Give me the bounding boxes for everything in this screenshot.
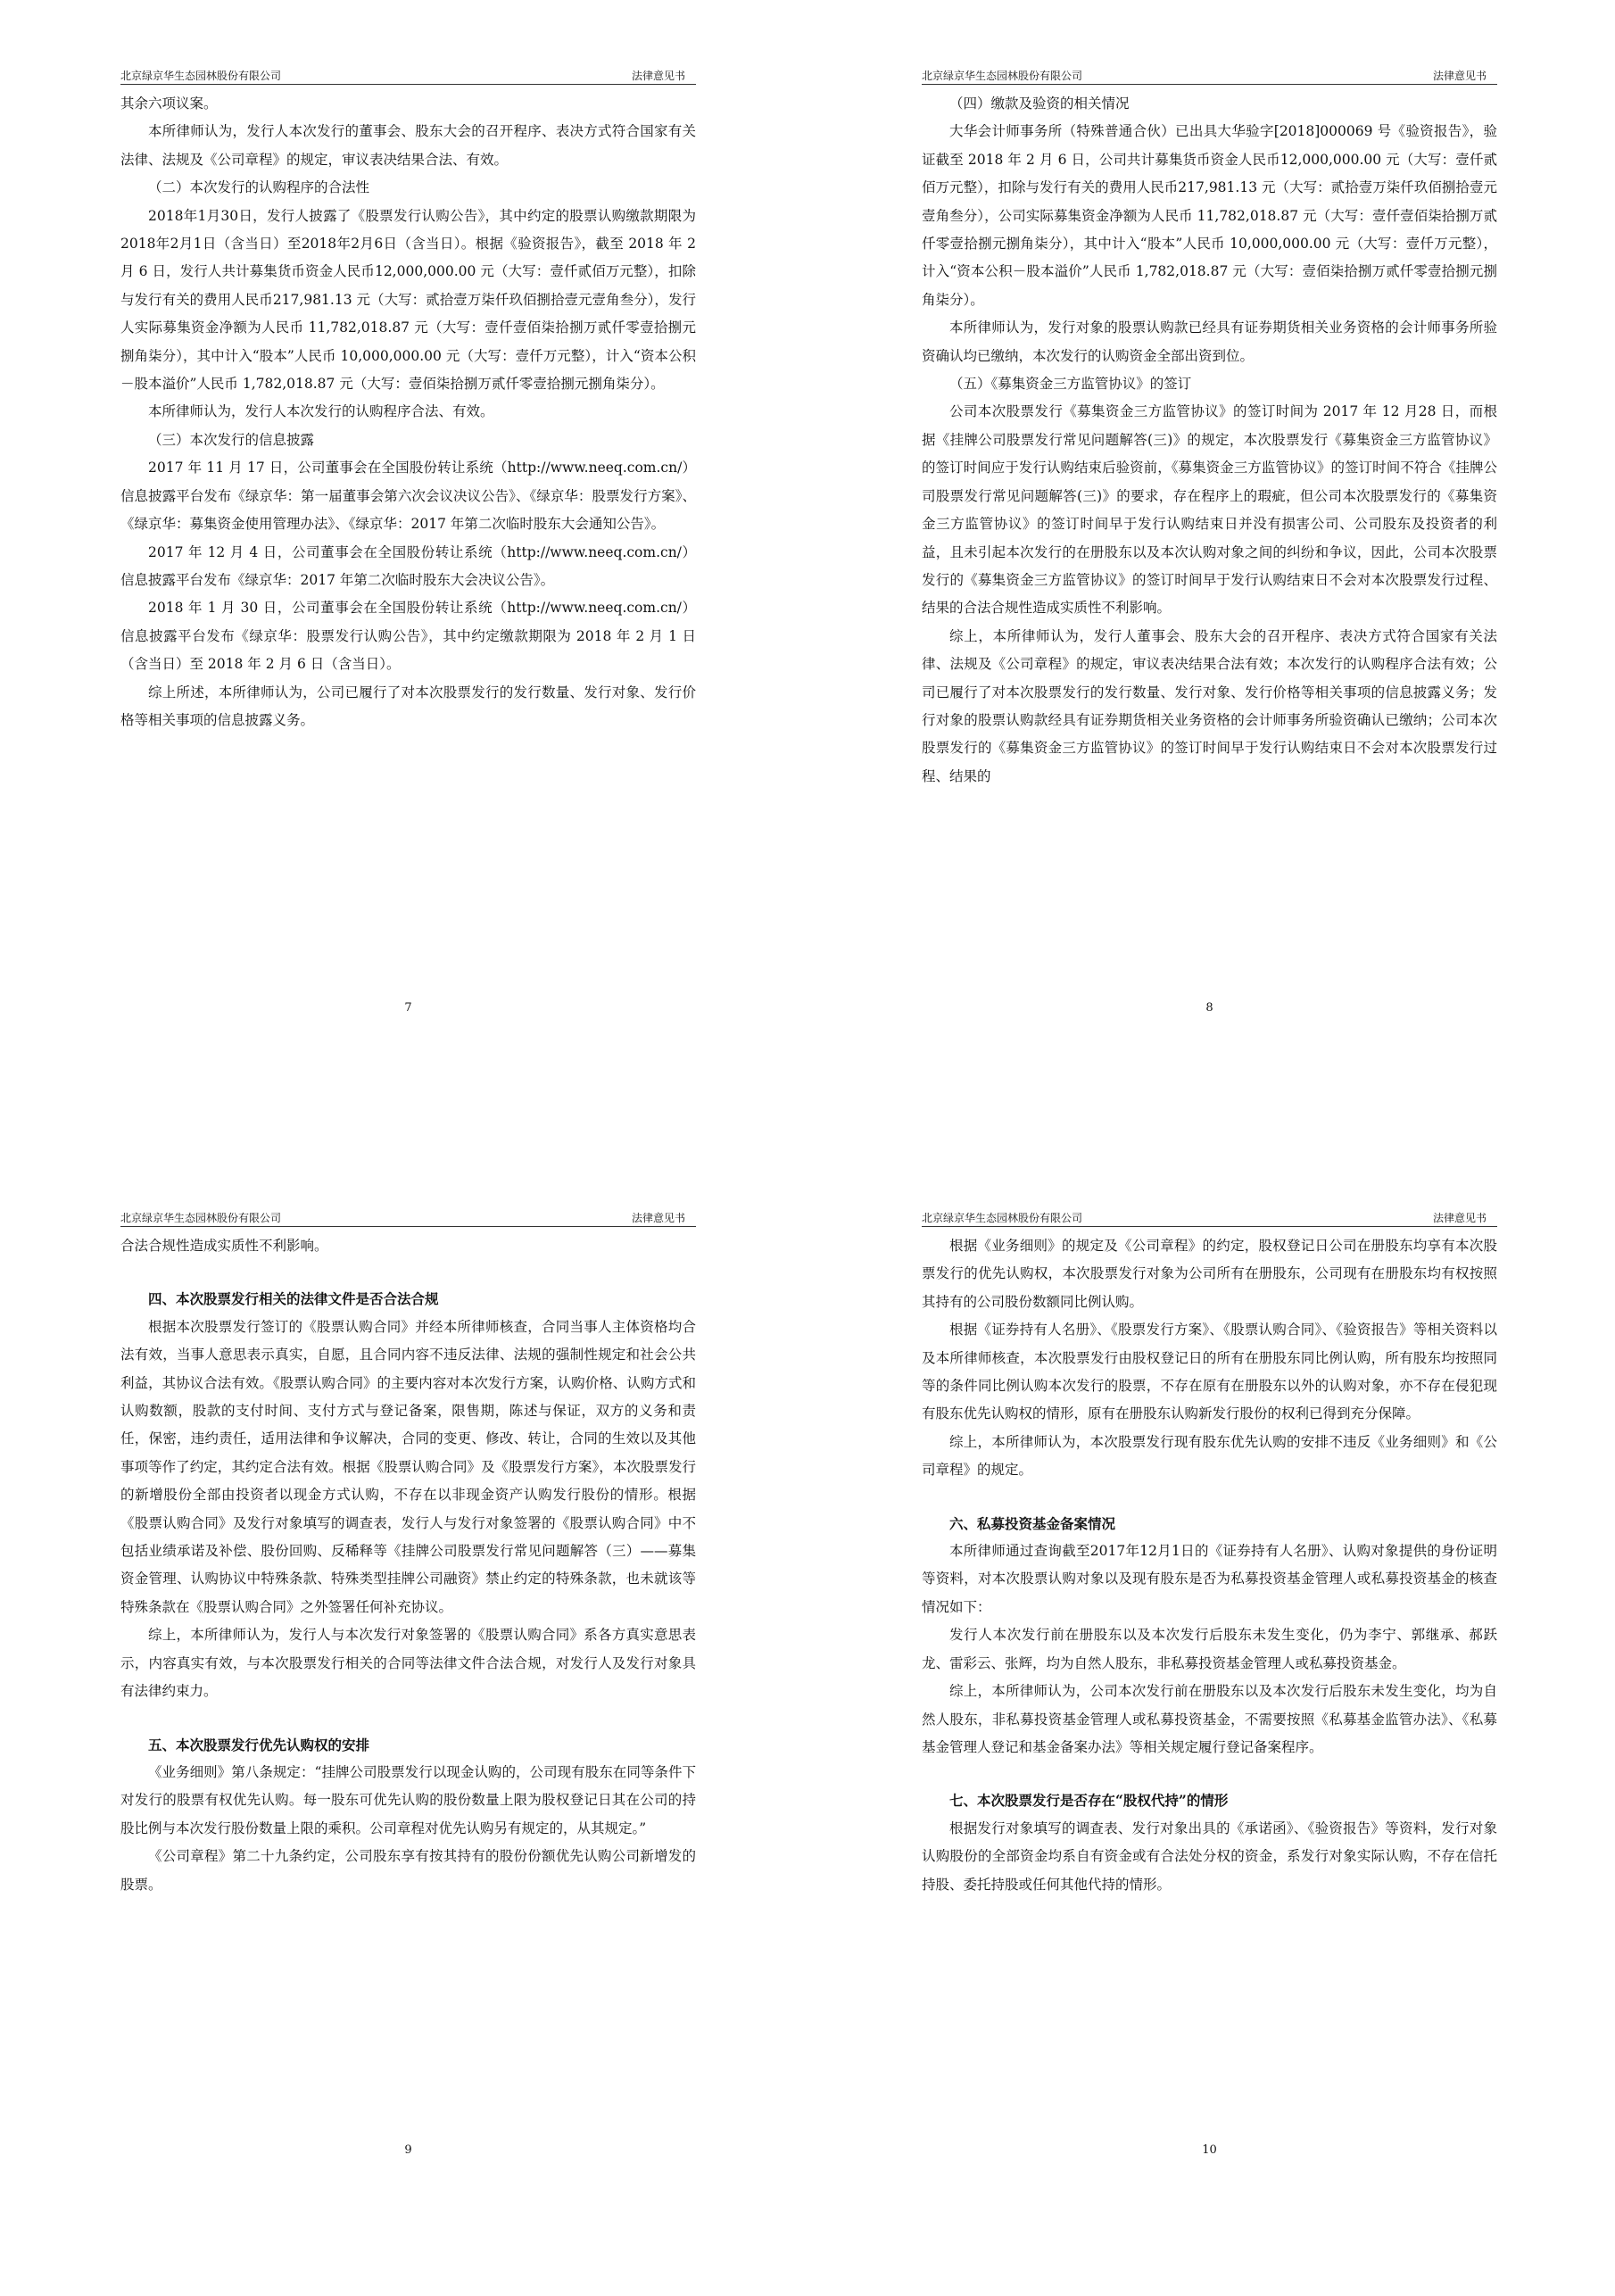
paragraph: 综上，本所律师认为，发行人与本次发行对象签署的《股票认购合同》系各方真实意思表示，内容真实有效，与本次股票发行相关的合同等法律文件合法合规，对发行人及发行对象具有法律约束力。 xyxy=(120,1627,696,1700)
paragraph: 合法合规性造成实质性不利影响。 xyxy=(120,1238,328,1254)
header-company: 北京绿京华生态园林股份有限公司 xyxy=(922,1212,1083,1224)
section-heading: 五、本次股票发行优先认购权的安排 xyxy=(148,1736,370,1753)
paragraph: 根据本次股票发行签订的《股票认购合同》并经本所律师核查，合同当事人主体资格均合法有效，当事人意思表示真实，自愿，且合同内容不违反法律、法规的强制性规定和社会公共利益，其协议合法有效。《股票认购合同》的主要内容对本次发行方案，认购价格、认购方式和认购数额，股款的支付时间、支付方式与登记备案，限售期，陈述与保证，双方的义务和责任，保密，违约责任，适用法律和争议解决，合同的变更、修改、转让，合同的生效以及其他事项等作了约定，其约定合法有效。根据《股票认购合同》及《股票发行方案》，本次股票发行的新增股份全部由投资者以现金方式认购，不存在以非现金资产认购发行股份的情形。根据《股票认购合同》及发行对象填写的调查表，发行人与发行对象签署的《股票认购合同》中不包括业绩承诺及补偿、股份回购、反稀释等《挂牌公司股票发行常见问题解答（三）——募集资金管理、认购协议中特殊条款、特殊类型挂牌公司融资》禁止约定的特殊条款，也未就该等特殊条款在《股票认购合同》之外签署任何补充协议。 xyxy=(120,1318,696,1615)
section-heading: 六、私募投资基金备案情况 xyxy=(949,1514,1116,1532)
section-spacer xyxy=(922,1485,1497,1510)
paragraph: 2018年1月30日，发行人披露了《股票发行认购公告》，其中约定的股票认购缴款期限为2018年2月1日（含当日）至2018年2月6日（含当日）。根据《验资报告》，截至 2018 年 2 月 6 日，发行人共计募集货币资金人民币12,000,000.00 元（大写：壹仟贰佰万元整），扣除与发行有关的费用人民币217,981.13 元（大写：贰拾壹万柒仟玖佰捌拾壹元壹角叁分），发行人实际募集资金净额为人民币 11,782,018.87 元（大写：壹仟壹佰柒拾捌万贰仟零壹拾捌元捌角柒分），其中计入“股本”人民币 10,000,000.00 元（大写：壹仟万元整），计入“资本公积－股本溢价”人民币 1,782,018.87 元（大写：壹佰柒拾捌万贰仟零壹拾捌元捌角柒分）。 xyxy=(120,207,696,393)
paragraph: 综上，本所律师认为，公司本次发行前在册股东以及本次发行后股东未发生变化，均为自然人股东，非私募投资基金管理人或私募投资基金，不需要按照《私募基金监管办法》、《私募基金管理人登记和基金备案办法》等相关规定履行登记备案程序。 xyxy=(922,1683,1497,1755)
section-spacer xyxy=(120,1706,696,1731)
page-body xyxy=(922,1232,1497,1899)
paragraph: （五）《募集资金三方监管协议》的签订 xyxy=(949,376,1192,393)
paragraph: 《公司章程》第二十九条约定，公司股东享有按其持有的股份份额优先认购公司新增发的股票。 xyxy=(120,1848,696,1893)
paragraph: （四）缴款及验资的相关情况 xyxy=(949,95,1130,112)
paragraph: 本所律师认为，发行人本次发行的董事会、股东大会的召开程序、表决方式符合国家有关法律、法规及《公司章程》的规定，审议表决结果合法、有效。 xyxy=(120,123,696,168)
document-page-8 xyxy=(922,62,1497,1015)
page-number: 10 xyxy=(1202,2143,1217,2157)
paragraph: 《业务细则》第八条规定：“挂牌公司股票发行以现金认购的，公司现有股东在同等条件下对发行的股票有权优先认购。每一股东可优先认购的股份数量上限为股权登记日其在公司的持股比例与本次发行股份数量上限的乘积。公司章程对优先认购另有规定的，从其规定。” xyxy=(120,1763,696,1836)
page-body xyxy=(120,1232,696,1899)
paragraph: 综上，本所律师认为，发行人董事会、股东大会的召开程序、表决方式符合国家有关法律、法规及《公司章程》的规定，审议表决结果合法有效；本次发行的认购程序合法有效；公司已履行了对本次股票发行的发行数量、发行对象、发行价格等相关事项的信息披露义务；发行对象的股票认购款经具有证券期货相关业务资格的会计师事务所验资确认已缴纳；公司本次股票发行的《募集资金三方监管协议》的签订时间早于发行认购结束日不会对本次股票发行过程、结果的 xyxy=(922,627,1497,784)
paragraph: 根据发行对象填写的调查表、发行对象出具的《承诺函》、《验资报告》等资料，发行对象认购股份的全部资金均系自有资金或有合法处分权的资金，系发行对象实际认购，不存在信托持股、委托持股或任何其他代持的情形。 xyxy=(922,1819,1497,1893)
paragraph: 发行人本次发行前在册股东以及本次发行后股东未发生变化，仍为李宁、郭继承、郝跃龙、雷彩云、张辉，均为自然人股东，非私募投资基金管理人或私募投资基金。 xyxy=(922,1627,1497,1671)
header-company: 北京绿京华生态园林股份有限公司 xyxy=(120,1212,282,1224)
page-header xyxy=(120,62,696,85)
page-header xyxy=(120,1205,696,1227)
header-doc-type: 法律意见书 xyxy=(631,70,685,82)
paragraph: 综上，本所律师认为，本次股票发行现有股东优先认购的安排不违反《业务细则》和《公司章程》的规定。 xyxy=(922,1433,1497,1479)
paragraph: 本所律师认为，发行对象的股票认购款已经具有证券期货相关业务资格的会计师事务所验资确认均已缴纳，本次发行的认购资金全部出资到位。 xyxy=(922,319,1497,364)
paragraph: 2018 年 1 月 30 日，公司董事会在全国股份转让系统（http://www.neeq.com.cn/）信息披露平台发布《绿京华：股票发行认购公告》，其中约定缴款期限为 2018 年 2 月 1 日（含当日）至 2018 年 2 月 6 日（含当日）。 xyxy=(120,600,696,673)
header-doc-type: 法律意见书 xyxy=(631,1212,685,1224)
page-number: 8 xyxy=(1205,1001,1213,1015)
page-header xyxy=(922,1205,1497,1227)
paragraph: 公司本次股票发行《募集资金三方监管协议》的签订时间为 2017 年 12 月28 日，而根据《挂牌公司股票发行常见问题解答(三)》的规定，本次股票发行《募集资金三方监管协议》的签订时间应于发行认购结束后验资前，《募集资金三方监管协议》的签订时间不符合《挂牌公司股票发行常见问题解答(三)》的要求，存在程序上的瑕疵，但公司本次股票发行的《募集资金三方监管协议》的签订时间早于发行认购结束日并没有损害公司、公司股东及投资者的利益，且未引起本次发行的在册股东以及本次认购对象之间的纠纷和争议，因此，公司本次股票发行的《募集资金三方监管协议》的签订时间早于发行认购结束日不会对本次股票发行过程、结果的合法合规性造成实质性不利影响。 xyxy=(922,403,1497,617)
header-company: 北京绿京华生态园林股份有限公司 xyxy=(120,70,282,82)
paragraph: 根据《业务细则》的规定及《公司章程》的约定，股权登记日公司在册股东均享有本次股票发行的优先认购权，本次股票发行对象为公司所有在册股东，公司现有在册股东均有权按照其持有的公司股份数额同比例认购。 xyxy=(922,1238,1497,1310)
paragraph: 本所律师通过查询截至2017年12月1日的《证券持有人名册》、认购对象提供的身份证明等资料，对本次股票认购对象以及现有股东是否为私募投资基金管理人或私募投资基金的核查情况如下： xyxy=(922,1543,1497,1615)
section-heading: 四、本次股票发行相关的法律文件是否合法合规 xyxy=(148,1290,439,1308)
document-page-10 xyxy=(922,1205,1497,2157)
document-page-9 xyxy=(120,1205,696,2157)
section-heading: 七、本次股票发行是否存在“股权代持”的情形 xyxy=(949,1792,1229,1810)
page-number: 9 xyxy=(404,2143,412,2157)
paragraph: 大华会计师事务所（特殊普通合伙）已出具大华验字[2018]000069 号《验资报告》，验证截至 2018 年 2 月 6 日，公司共计募集货币资金人民币12,000,000.00 元（大写：壹仟贰佰万元整），扣除与发行有关的费用人民币217,981.13 元（大写：贰拾壹万柒仟玖佰捌拾壹元壹角叁分），公司实际募集资金净额为人民币 11,782,018.87 元（大写：壹仟壹佰柒拾捌万贰仟零壹拾捌元捌角柒分），其中计入“股本”人民币 10,000,000.00 元（大写：壹仟万元整），计入“资本公积－股本溢价”人民币 1,782,018.87 元（大写：壹佰柒拾捌万贰仟零壹拾捌元捌角柒分）。 xyxy=(922,123,1497,308)
paragraph: （二）本次发行的认购程序的合法性 xyxy=(148,179,370,196)
section-spacer xyxy=(120,1260,696,1285)
header-company: 北京绿京华生态园林股份有限公司 xyxy=(922,70,1083,82)
header-doc-type: 法律意见书 xyxy=(1432,70,1487,82)
paragraph: 本所律师认为，发行人本次发行的认购程序合法、有效。 xyxy=(148,403,494,420)
document-page-7 xyxy=(120,62,696,1015)
paragraph: 2017 年 12 月 4 日，公司董事会在全国股份转让系统（http://www.neeq.com.cn/）信息披露平台发布《绿京华：2017 年第二次临时股东大会决议公告》。 xyxy=(120,543,696,588)
page-header xyxy=(922,62,1497,85)
header-doc-type: 法律意见书 xyxy=(1432,1212,1487,1224)
paragraph: 综上所述，本所律师认为，公司已履行了对本次股票发行的发行数量、发行对象、发行价格等相关事项的信息披露义务。 xyxy=(120,684,696,728)
paragraph: （三）本次发行的信息披露 xyxy=(148,431,315,448)
paragraph: 根据《证券持有人名册》、《股票发行方案》、《股票认购合同》、《验资报告》等相关资料以及本所律师核查，本次股票发行由股权登记日的所有在册股东同比例认购，所有股东均按照同等的条件同比例认购本次发行的股票，不存在原有在册股东以外的认购对象，亦不存在侵犯现有股东优先认购权的情形，原有在册股东认购新发行股份的权利已得到充分保障。 xyxy=(922,1322,1497,1422)
paragraph: 2017 年 11 月 17 日，公司董事会在全国股份转让系统（http://www.neeq.com.cn/）信息披露平台发布《绿京华：第一届董事会第六次会议决议公告》、《绿京华：股票发行方案》、《绿京华：募集资金使用管理办法》、《绿京华：2017 年第二次临时股东大会通知公告》。 xyxy=(120,460,696,533)
section-spacer xyxy=(922,1761,1497,1786)
page-body xyxy=(922,90,1497,791)
paragraph: 其余六项议案。 xyxy=(120,95,218,112)
page-number: 7 xyxy=(404,1001,412,1015)
page-body xyxy=(120,90,696,734)
